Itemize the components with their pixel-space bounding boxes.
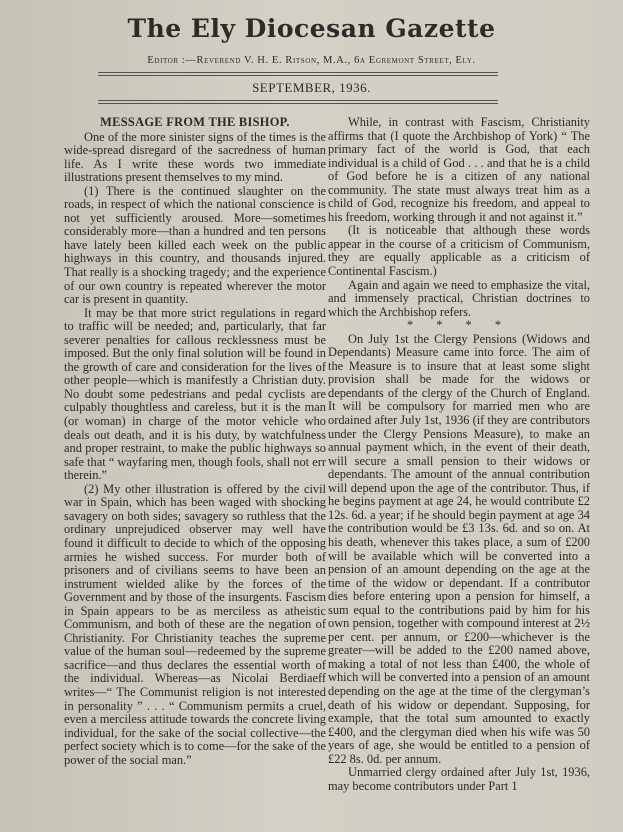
paragraph: Again and again we need to emphasize the vital, and immensely practical, Christian doctrines to which the Archbishop refers. — [328, 277, 590, 319]
paragraph: (It is noticeable that although these words appear in the course of a criticism of Communism, they are equally applicable as a criticism of Continental Fascism.) — [328, 223, 590, 279]
masthead-title: The Ely Diocesan Gazette — [127, 14, 496, 43]
editor-line: Editor :—Reverend V. H. E. Ritson, M.A., 6a Egremont Street, Ely. — [147, 55, 476, 66]
paragraph: It may be that more strict regulations in regard to traffic will be needed; and, particularly, that far severer penalties for callous recklessness must be imposed. But the only final solution will be found in the growth of care and consideration for the lives of other people—which is manifestly a Christian duty. No doubt some pedestrians and pedal cyclists are culpably thoughtless and careless, but it is the man (or woman) in charge of the motor vehicle who deals out death, and it is his duty, by watchfulness and proper restraint, to make the public highways so safe that “ wayfaring men, though fools, shall not err therein.” — [64, 305, 326, 483]
paragraph: One of the more sinister signs of the times is the wide-spread disregard of the sacredness of human life. As I write these words two immediate illustrations present themselves to my mind. — [64, 129, 326, 185]
paragraph: While, in contrast with Fascism, Christianity affirms that (I quote the Archbishop of York) “ The primary fact of the world is God, that each individual is a child of God . . . and that he is a child of God before he is a citizen of any national community. The state must always treat him as a child of God, recognize his freedom, and appeal to his freedom, working through it and not against it.” — [328, 115, 590, 224]
divider-bottom — [98, 100, 498, 101]
divider-top — [98, 72, 498, 73]
paragraph: On July 1st the Clergy Pensions (Widows and Dependants) Measure came into force. The aim of the Measure is to insure that at least some slight provision shall be made for the widows or dependants of the clergy of the Church of England. It will be compulsory for married men who are ordained after July 1st, 1936 (if they are contributors under the Clergy Pensions Measure), to make an annual payment which, in the event of their death, will secure a small pension to their widows or dependants. The amount of the annual contribution will depend upon the age of the contributor. Thus, if he begins payment at age 24, he would contribute £2 12s. 6d. a year; if he should begin payment at age 34 the contribution would be £3 13s. 6d. and so on. At his death, whenever this takes place, a sum of £200 will be available which will be converted into a pension of an amount depending on the age at the time of the widow or dependant. If a contributor dies before entering upon a pension for himself, a sum equal to the contributions paid by him for his own pension, together with compound interest at 2½ per cent. per annum, or £200—whichever is the greater—will be added to the £200 named above, making a total of not less than £400, the whole of which will be converted into a pension of an amount depending on the age at the time of the clergyman’s death of his widow or dependant. Supposing, for example, that the total sum amounted to exactly £400, and the clergyman died when his wife was 50 years of age, she would be entitled to a pension of £22 8s. 0d. per annum. — [328, 331, 590, 766]
issue-date: SEPTEMBER, 1936. — [252, 80, 371, 95]
paragraph: Unmarried clergy ordained after July 1st, 1936, may become contributors under Part 1 — [328, 765, 590, 793]
article-heading: MESSAGE FROM THE BISHOP. — [100, 115, 290, 129]
left-column — [64, 116, 326, 767]
divider-top-inner — [98, 75, 498, 76]
divider-bottom-inner — [98, 103, 498, 104]
right-column — [328, 116, 590, 793]
paragraph: (2) My other illustration is offered by the civil war in Spain, which has been waged with shocking savagery on both sides; savagery so ruthless that the ordinary unprejudiced observer may well have found it difficult to decide to which of the opposing armies he wished success. For murder both of prisoners and of civilians seems to have been an instrument wielded alike by the forces of the Government and by those of the insurgents. Fascism in Spain appears to be as merciless as atheistic Communism, and both of these are the negation of Christianity. For Christianity teaches the supreme value of the human soul—redeemed by the supreme sacrifice—and thus declares the essential worth of the individual. Whereas—as Nicolai Berdiaeff writes—“ The Communist religion is not interested in personality ” . . . “ Communism permits a cruel, even a merciless attitude towards the concrete living individual, for the sake of the social collective—the perfect society which is to come—for the sake of the power of the social man.” — [64, 481, 326, 767]
paragraph: (1) There is the continued slaughter on the roads, in respect of which the national conscience is not yet sufficiently aroused. More—sometimes considerably more—than a hundred and ten persons have lately been killed each week on the public highways in this country, and thousands injured. That really is a shocking tragedy; and the experience of our own country is repeated wherever the motor car is present in quantity. — [64, 183, 326, 307]
section-separator: * * * * — [406, 318, 512, 333]
